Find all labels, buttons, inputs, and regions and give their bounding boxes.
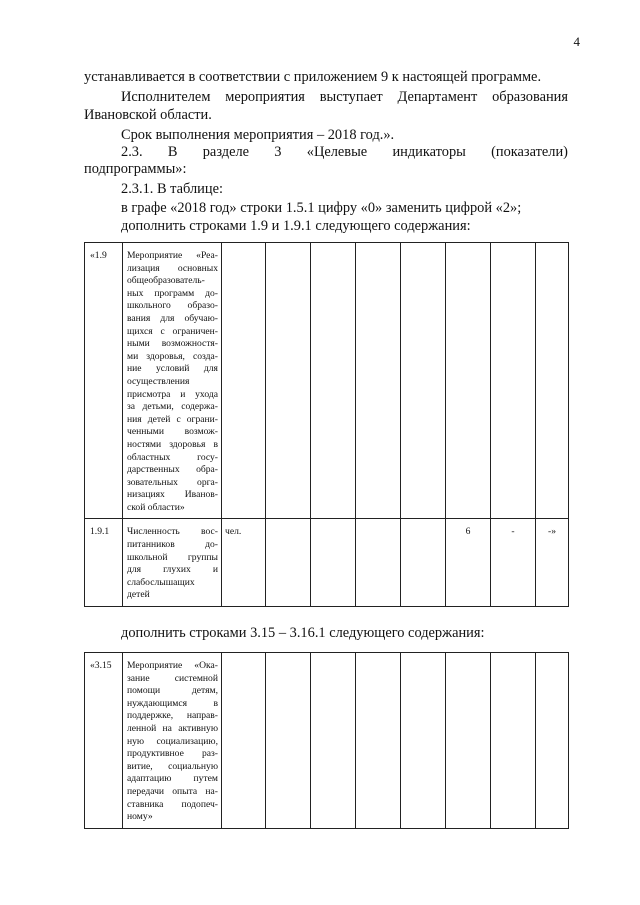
paragraph-1: устанавливается в соответствии с приложением 9 к настоящей программе. [84,69,542,85]
description-line: питанников до- [127,539,218,551]
description-line: ми здоровья, созда- [127,350,218,362]
description-line: Численность вос- [127,526,218,538]
unit-cell: чел. [222,519,266,607]
paragraph-5: 2.3.1. В таблице: [121,181,223,197]
value-cell [491,653,536,829]
description-line: Мероприятие «Реа- [127,250,218,261]
paragraph-word: 2.3. [121,144,143,160]
paragraph-2-line-2: Ивановской области. [84,107,212,123]
value-cell [356,243,401,519]
unit-cell [222,243,266,519]
value-cell [356,519,401,607]
paragraph-4-line-1 [121,143,568,161]
paragraph-3: Срок выполнения мероприятия – 2018 год.». [121,127,395,143]
value-cell [266,243,311,519]
value-cell: 6 [446,519,491,607]
value-cell [446,653,491,829]
value-cell [446,243,491,519]
description-line: ленной на активную [127,722,218,734]
description-line: помощи детям, [127,685,218,697]
paragraph-word: индикаторы [392,144,466,160]
row-number-cell: «3.15 [85,653,123,829]
description-line: ному» [127,811,153,823]
description-line: ния детей с ограни- [127,413,218,425]
description-line: за детьми, содержа- [127,401,218,413]
value-cell [311,519,356,607]
row-number-cell [85,519,123,607]
value-cell [536,243,569,519]
description-line: ской области» [127,501,185,513]
value-cell [536,653,569,829]
paragraph-word: «Целевые [306,144,368,160]
value-cell [356,653,401,829]
description-line: зание системной [127,672,218,684]
value-cell [266,519,311,607]
paragraph-word: Исполнителем [121,89,211,105]
description-line: для глухих и [127,564,218,576]
value-cell [401,519,446,607]
value-cell [266,653,311,829]
paragraph-4-line-2: подпрограммы»: [84,161,187,177]
row-description-cell [123,243,222,519]
paragraph-word: мероприятия [225,89,305,105]
value-cell [311,243,356,519]
row-number-cell: «1.9 [85,243,123,519]
indicators-table-2 [84,652,569,829]
paragraph-7: дополнить строками 1.9 и 1.9.1 следующего содержания: [121,218,471,234]
description-line: нуждающимся в [127,697,218,709]
unit-cell [222,653,266,829]
value-cell: - [491,519,536,607]
description-line: ностями здоровья в [127,438,218,450]
description-line: ными возможностя- [127,338,218,350]
description-line: поддержке, направ- [127,710,218,722]
paragraph-word: разделе [202,144,250,160]
paragraph-word: Департамент [397,89,478,105]
value-cell [401,653,446,829]
paragraph-word: выступает [319,89,383,105]
page-number: 4 [573,34,580,49]
description-line: передачи опыта на- [127,785,218,797]
paragraph-word: образования [492,89,568,105]
table-row [85,243,569,519]
description-line: ную социализацию, [127,735,218,747]
description-line: областных госу- [127,451,218,463]
row-number: 1.9.1 [90,526,110,538]
description-line: ных программ до- [127,287,218,299]
description-line: щихся с ограничен- [127,325,218,337]
row-description-cell [123,653,222,829]
paragraph-word: (показатели) [491,144,568,160]
paragraph-2-line-1 [121,88,568,106]
description-line: присмотра и ухода [127,388,218,400]
description-line: вания для обучаю- [127,312,218,324]
description-line: ченными возмож- [127,426,218,438]
description-line: осуществления [127,375,190,387]
description-line: витие, социальную [127,760,218,772]
description-line: зовательных орга- [127,476,218,488]
paragraph-word: 3 [274,144,282,160]
value-cell [401,243,446,519]
description-line: школьного образо- [127,300,218,312]
indicators-table-1 [84,242,569,607]
description-line: низациях Иванов- [127,489,218,501]
value-cell: -» [536,519,569,607]
description-line: лизация основных [127,262,218,274]
paragraph-word: В [167,144,178,160]
description-line: Мероприятие «Ока- [127,660,218,671]
paragraph-8: дополнить строками 3.15 – 3.16.1 следующего содержания: [121,625,485,641]
description-line: адаптацию путем [127,773,218,785]
description-line: продуктивное раз- [127,748,218,760]
description-line: общеобразователь- [127,275,205,287]
description-line: ние условий для [127,363,218,375]
description-line: слабослышащих [127,576,195,588]
value-cell [311,653,356,829]
row-description-cell [123,519,222,607]
table-row [85,519,569,607]
description-line: школьной группы [127,551,218,563]
table-row [85,653,569,829]
paragraph-6: в графе «2018 год» строки 1.5.1 цифру «0» заменить цифрой «2»; [121,200,522,216]
description-line: детей [127,589,150,601]
description-line: дарственных обра- [127,464,218,476]
value-cell [491,243,536,519]
description-line: ставника подопеч- [127,798,218,810]
